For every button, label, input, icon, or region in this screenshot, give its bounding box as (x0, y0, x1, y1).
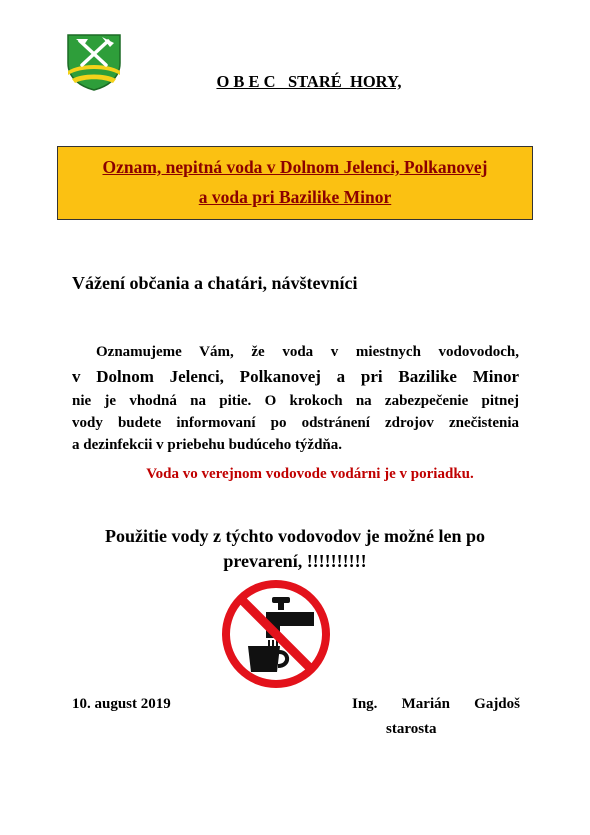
warning-line-1: Použitie vody z týchto vodovodov je možné len po (105, 526, 485, 546)
notice-date: 10. august 2019 (72, 696, 171, 712)
body-line-4: vody budete informovaní po odstránení zdrojov znečistenia (72, 415, 519, 431)
municipality-title: O B E C STARÉ HORY, (216, 72, 402, 91)
notice-title-line-2: a voda pri Bazilike Minor (198, 187, 392, 207)
notice-title-line-1: Oznam, nepitná voda v Dolnom Jelenci, Polkanovej (102, 157, 488, 177)
signer-role: starosta (386, 721, 437, 737)
body-line-2: v Dolnom Jelenci, Polkanovej a pri Bazilike Minor (72, 367, 519, 386)
salutation: Vážení občania a chatári, návštevníci (72, 273, 358, 293)
signer-name: Ing. Marián Gajdoš (352, 696, 520, 712)
notice-banner (57, 146, 533, 220)
no-drinking-water-icon (222, 580, 330, 688)
body-line-3: nie je vhodná na pitie. O krokoch na zabezpečenie pitnej (72, 393, 519, 409)
warning-line-2: prevarení, !!!!!!!!!! (223, 551, 367, 571)
body-line-5: a dezinfekcii v priebehu budúceho týždňa. (72, 437, 343, 453)
public-water-ok-note: Voda vo verejnom vodovode vodárni je v poriadku. (146, 466, 474, 482)
body-line-1: Oznamujeme Vám, že voda v miestnych vodovodoch, (96, 344, 519, 360)
